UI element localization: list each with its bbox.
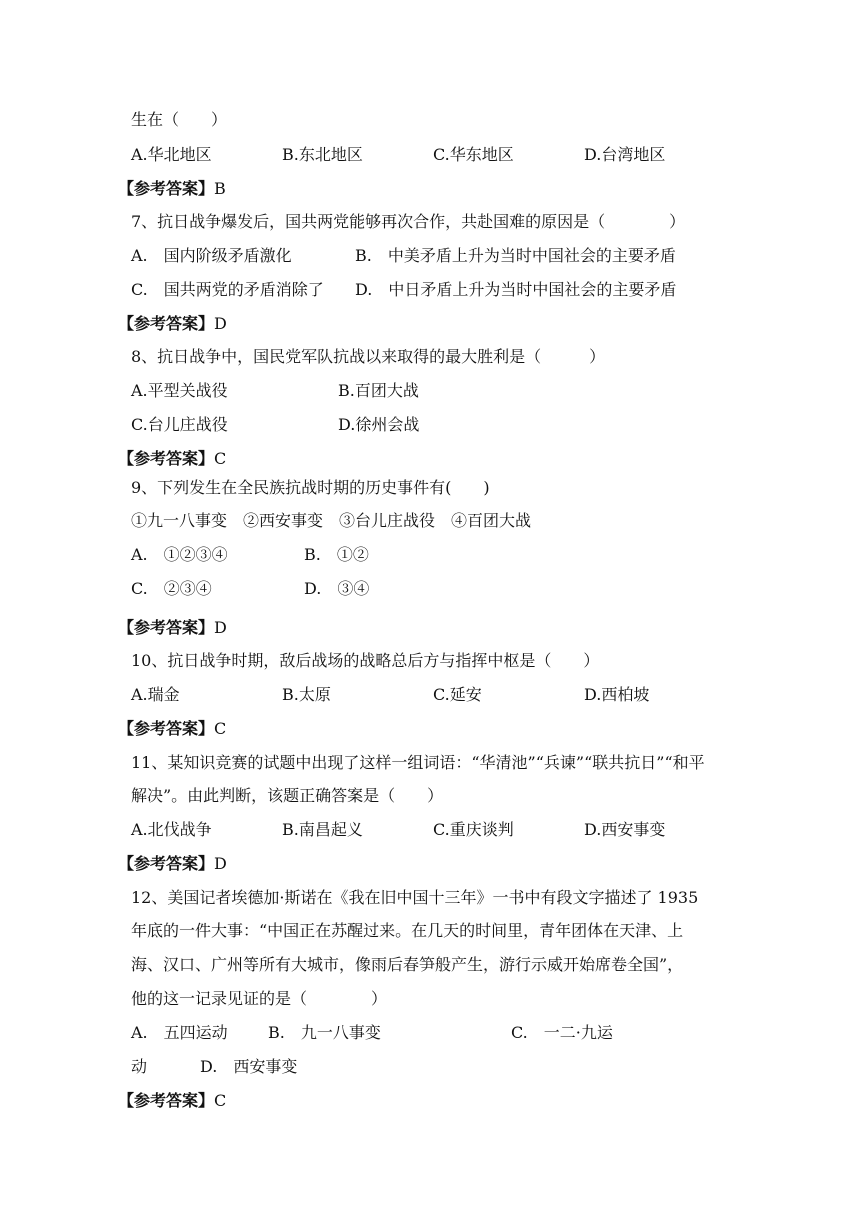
q9-answer: 【参考答案】D <box>118 618 227 637</box>
q12-option-d: D. 西安事变 <box>200 1057 298 1076</box>
q8-option-c: C.台儿庄战役 <box>131 415 228 434</box>
q12-option-b: B. 九一八事变 <box>268 1023 381 1042</box>
q6-answer: 【参考答案】B <box>118 179 226 198</box>
answer-label: 参考答案 <box>134 618 199 637</box>
q8-answer-value: C <box>214 449 227 468</box>
q8-option-b: B.百团大战 <box>338 381 419 400</box>
answer-label: 参考答案 <box>134 854 199 873</box>
question-12-stem-line1: 12、美国记者埃德加·斯诺在《我在旧中国十三年》一书中有段文字描述了 1935 <box>131 888 699 907</box>
q7-option-d: D. 中日矛盾上升为当时中国社会的主要矛盾 <box>355 280 677 299</box>
question-9-items: ①九一八事变 ②西安事变 ③台儿庄战役 ④百团大战 <box>131 511 532 530</box>
q11-option-b: B.南昌起义 <box>282 820 363 839</box>
q7-answer: 【参考答案】D <box>118 314 227 333</box>
q11-option-d: D.西安事变 <box>584 820 666 839</box>
question-12-stem-line2: 年底的一件大事：“中国正在苏醒过来。在几天的时间里，青年团体在天津、上 <box>131 921 684 940</box>
q9-answer-value: D <box>214 618 227 637</box>
answer-label: 参考答案 <box>134 1091 199 1110</box>
q12-option-c: C. 一二·九运 <box>511 1023 613 1042</box>
answer-label: 参考答案 <box>134 179 199 198</box>
q8-answer: 【参考答案】C <box>118 449 227 468</box>
answer-label: 参考答案 <box>134 449 199 468</box>
question-11-stem-line2: 解决”。由此判断，该题正确答案是（ ） <box>131 786 444 805</box>
q9-option-c: C. ②③④ <box>131 579 212 598</box>
question-12-stem-line3: 海、汉口、广州等所有大城市，像雨后春笋般产生，游行示威开始席卷全国”， <box>131 955 684 974</box>
question-6-tail: 生在（ ） <box>131 110 228 129</box>
question-12-stem-line4: 他的这一记录见证的是（ ） <box>131 989 388 1008</box>
q12-answer: 【参考答案】C <box>118 1091 227 1110</box>
q12-answer-value: C <box>214 1091 227 1110</box>
q12-option-c-continued: 动 <box>131 1057 148 1076</box>
question-9-stem: 9、下列发生在全民族抗战时期的历史事件有( ) <box>131 478 490 497</box>
q11-option-c: C.重庆谈判 <box>433 820 514 839</box>
question-11-stem-line1: 11、某知识竞赛的试题中出现了这样一组词语：“华清池”“兵谏”“联共抗日”“和平 <box>131 753 705 772</box>
q7-option-c: C. 国共两党的矛盾消除了 <box>131 280 324 299</box>
q9-option-a: A. ①②③④ <box>131 545 228 564</box>
q11-answer-value: D <box>214 854 227 873</box>
q10-option-d: D.西柏坡 <box>584 685 650 704</box>
q10-answer: 【参考答案】C <box>118 719 227 738</box>
q10-option-b: B.太原 <box>282 685 331 704</box>
q8-option-a: A.平型关战役 <box>131 381 228 400</box>
answer-label: 参考答案 <box>134 314 199 333</box>
q6-option-a: A.华北地区 <box>131 145 212 164</box>
question-8-stem: 8、抗日战争中，国民党军队抗战以来取得的最大胜利是（ ） <box>131 347 606 366</box>
question-10-stem: 10、抗日战争时期，敌后战场的战略总后方与指挥中枢是（ ） <box>131 651 600 670</box>
q8-option-d: D.徐州会战 <box>338 415 420 434</box>
q12-option-a: A. 五四运动 <box>131 1023 228 1042</box>
q7-option-b: B. 中美矛盾上升为当时中国社会的主要矛盾 <box>355 246 676 265</box>
q11-option-a: A.北伐战争 <box>131 820 212 839</box>
q6-option-c: C.华东地区 <box>433 145 514 164</box>
q6-option-d: D.台湾地区 <box>584 145 666 164</box>
q7-option-a: A. 国内阶级矛盾激化 <box>131 246 292 265</box>
q9-option-d: D. ③④ <box>304 579 370 598</box>
q10-option-a: A.瑞金 <box>131 685 180 704</box>
q11-answer: 【参考答案】D <box>118 854 227 873</box>
answer-label: 参考答案 <box>134 719 199 738</box>
q6-option-b: B.东北地区 <box>282 145 363 164</box>
q6-answer-value: B <box>214 179 226 198</box>
q7-answer-value: D <box>214 314 227 333</box>
q10-answer-value: C <box>214 719 227 738</box>
q10-option-c: C.延安 <box>433 685 482 704</box>
question-7-stem: 7、抗日战争爆发后，国共两党能够再次合作，共赴国难的原因是（ ） <box>131 212 686 231</box>
q9-option-b: B. ①② <box>304 545 369 564</box>
